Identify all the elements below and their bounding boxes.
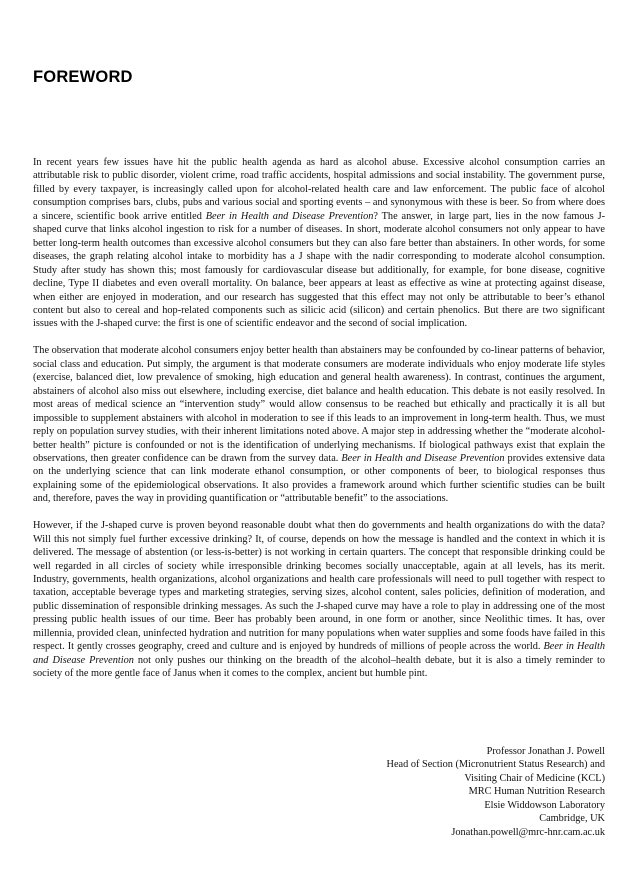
author-title: Visiting Chair of Medicine (KCL) bbox=[464, 772, 605, 784]
paragraph-1 bbox=[33, 156, 605, 331]
paragraph-text: In recent years few issues have hit the public health agenda as hard as alcohol abuse. Excessive alcohol consumption carries an attributable risk to public disorder, violent crime, road traffic accidents, hospital admissions and social instability. The government purse, filled by every taxpayer, is increasingly called upon for alcohol-related health care and law enforcement. The public face of alcohol consumption comprises bars, clubs, pubs and various social and sporting events – and synonymous with these is beer. So from where does a sincere, scientific book arrive entitled bbox=[33, 157, 605, 222]
paragraph-text: not only pushes our thinking on the breadth of the alcohol–health debate, but it is also a timely reminder to society of the more gentle face of Janus when it comes to the complex, ancient but humble pint. bbox=[33, 654, 605, 680]
paragraph-text: ? The answer, in large part, lies in the now famous J-shaped curve that links alcohol ingestion to risk for a number of diseases. In short, moderate alcohol consumers not only appear to have better long-term health outcomes than excessive alcohol consumers but they can also fare better than abstainers. In other words, for some diseases, the graph relating alcohol intake to morbidity has a J shape with the nadir corresponding to moderate alcohol consumption. Study after study has shown this; most famously for cardiovascular disease but additionally, for example, for bone disease, cognitive decline, Type II diabetes and even overall mortality. On balance, beer appears at least as effective as wine at protecting against disease, when either are enjoyed in moderation, and our research has suggested that this effect may not only be attributable to beer’s ethanol content but also to cereal and hop-related components such as silicic acid (silicon) and certain phenolics. But there are two significant issues with the J-shaped curve: the first is one of scientific endeavor and the second of social implication. bbox=[33, 210, 606, 330]
book-title: Beer in Health and Disease Prevention bbox=[205, 210, 374, 222]
book-title: Beer in Health and Disease Prevention bbox=[33, 641, 605, 666]
author-affiliation: MRC Human Nutrition Research bbox=[468, 786, 605, 798]
signature-block bbox=[387, 745, 605, 839]
paragraph-text: The observation that moderate alcohol consumers enjoy better health than abstainers may be confounded by co-linear patterns of behavior, social class and education. Put simply, the argument is that moderate consumers are moderate individuals who enjoy moderate life styles (exercise, balanced diet, low prevalence of smoking, high education and general health awareness). In contrast, continues the argument, abstainers of alcohol also miss out elsewhere, including exercise, diet balance and health education. This debate is not easily resolved. In most areas of medical science an “intervention study” would allow consensus to be reached but ethically and practically it is all but impossible to supplement abstainers with alcohol in moderation to see if this leads to an improvement in long-term health. Thus, we must reply on population survey studies, with their inherent limitations noted above. A major step in addressing whether the “moderate alcohol-better health” picture is confounded or not is the identification of underlying mechanisms. If biological pathways exist that explain the observations, then greater confidence can be drawn from the survey data. bbox=[33, 345, 605, 464]
foreword-body bbox=[33, 156, 605, 694]
author-location: Cambridge, UK bbox=[539, 813, 605, 825]
author-email: Jonathan.powell@mrc-hnr.cam.ac.uk bbox=[451, 826, 605, 838]
author-title: Head of Section (Micronutrient Status Research) and bbox=[386, 759, 605, 771]
paragraph-3 bbox=[33, 519, 605, 680]
paragraph-text: However, if the J-shaped curve is proven beyond reasonable doubt what then do governments and health organizations do with the data? Will this not simply fuel further excessive drinking? It, of course, depends on how the message is handled and the context in which it is delivered. The message of abstention (or less-is-better) is not working in certain quarters. The concept that responsible drinking could be well regarded in all circles of society while irresponsible drinking becomes socially unacceptable, again at all levels, has its merit. Industry, governments, health organizations, alcohol organizations and health care professionals will need to pull together with respect to taxation, acceptable beverage types and marketing strategies, serving sizes, alcohol content, sales policies, definition of moderation, and public dissemination of responsible drinking messages. As such the J-shaped curve may have a role to play in addressing one of the most pressing public health issues of our time. Beer has probably been around, in one form or another, since Neolithic times. It has, over millennia, provided clean, uninfected hydration and nutrition for many populations when water supplies and some foods have failed in this respect. It gently crosses geography, creed and culture and is enjoyed by hundreds of millions of people across the world. bbox=[33, 520, 605, 653]
author-name: Professor Jonathan J. Powell bbox=[486, 746, 605, 757]
paragraph-2 bbox=[33, 344, 605, 505]
paragraph-text: provides extensive data on the underlying science that can link moderate ethanol consumption, or other components of beer, to biological responses thus explaining some of the epidemiological observations. It also provides a framework around which further scientific studies can be built and, therefore, paves the way in providing quantification or “attributable benefit” to the associations. bbox=[33, 452, 606, 505]
book-title: Beer in Health and Disease Prevention bbox=[341, 452, 505, 464]
page-title: FOREWORD bbox=[33, 68, 133, 86]
author-affiliation: Elsie Widdowson Laboratory bbox=[484, 799, 605, 811]
